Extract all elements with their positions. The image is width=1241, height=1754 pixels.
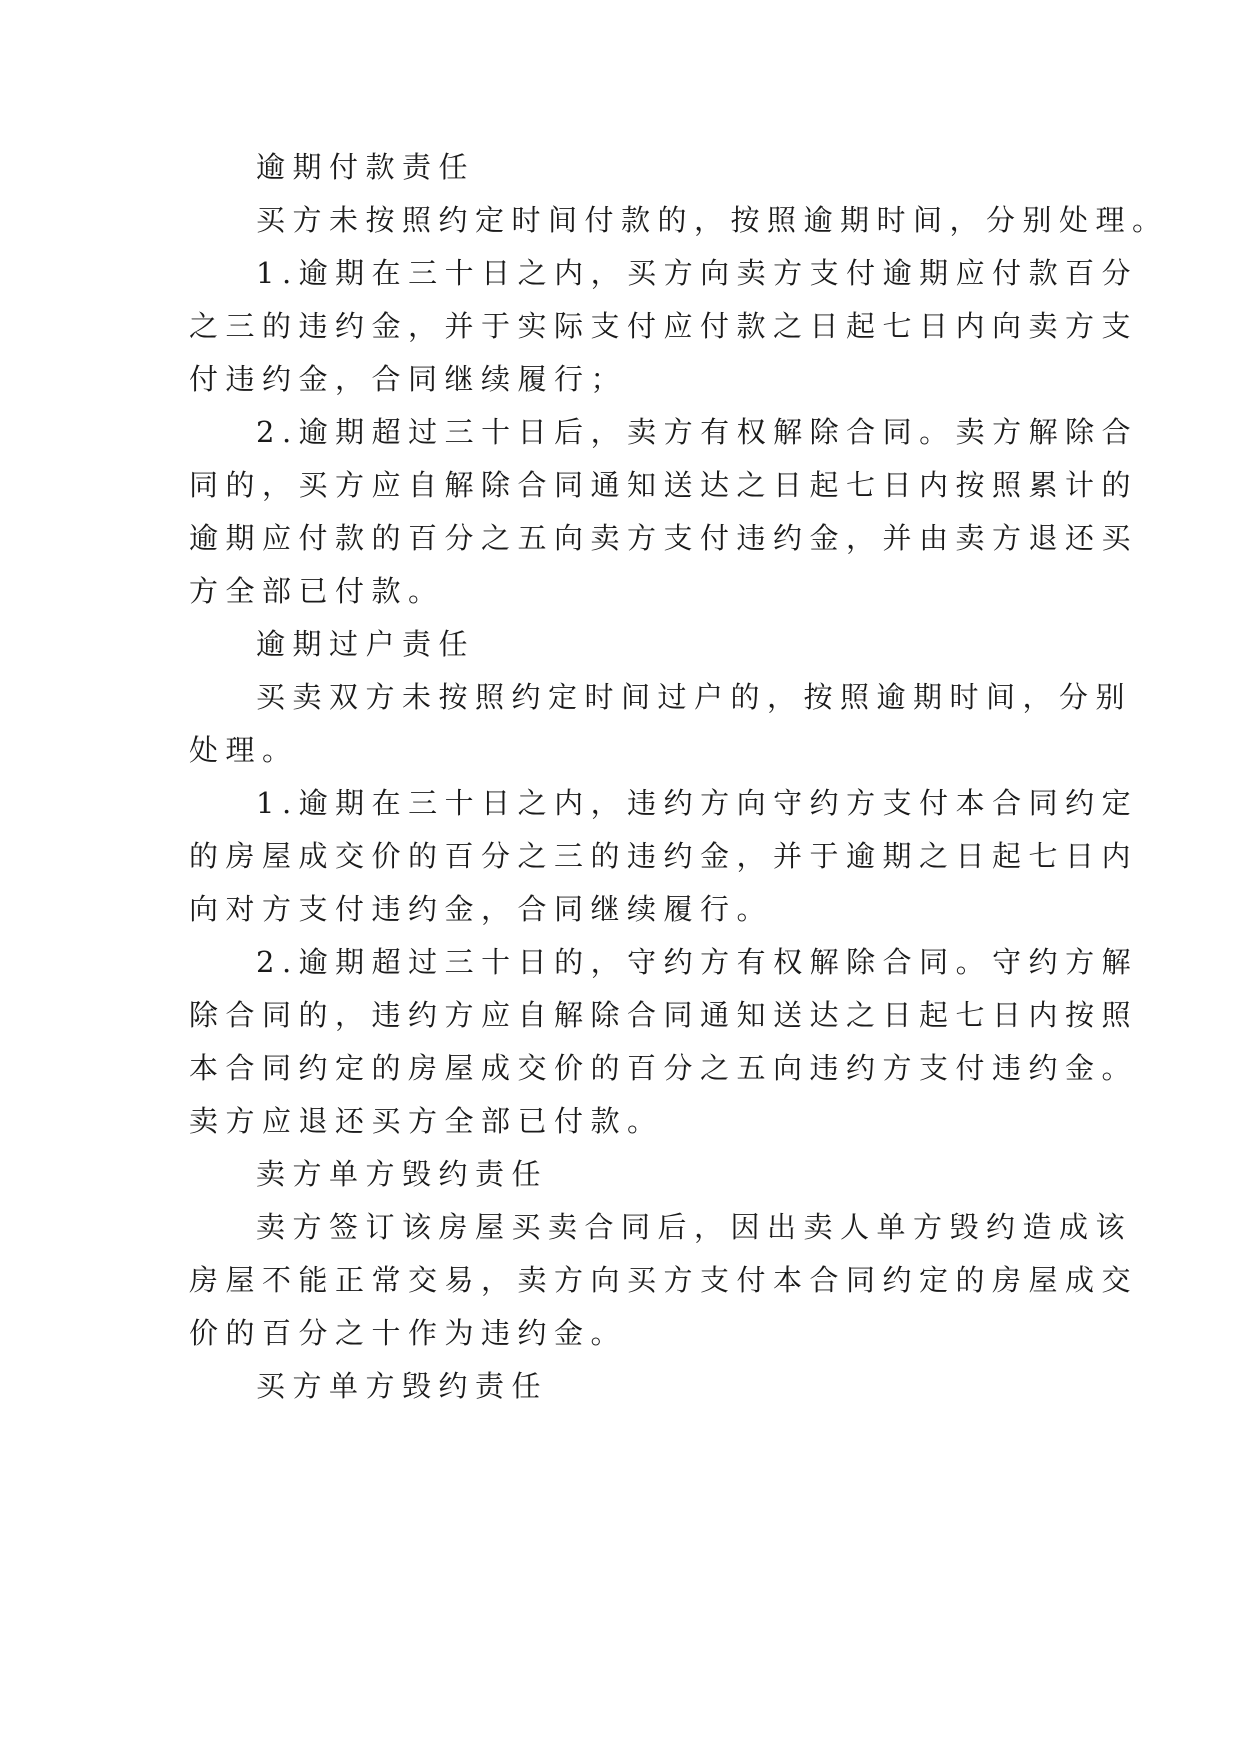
section-heading: 逾期过户责任 <box>256 627 476 661</box>
paragraph-line: 之三的违约金，并于实际支付应付款之日起七日内向卖方支 <box>189 309 1139 343</box>
paragraph-line: 方全部已付款。 <box>189 574 445 608</box>
paragraph-line: 卖方签订该房屋买卖合同后，因出卖人单方毁约造成该 <box>256 1210 1133 1244</box>
paragraph-line: 2.逾期超过三十日后，卖方有权解除合同。卖方解除合 <box>256 415 1139 449</box>
paragraph-line: 房屋不能正常交易，卖方向买方支付本合同约定的房屋成交 <box>189 1263 1139 1297</box>
paragraph-line: 价的百分之十作为违约金。 <box>189 1316 628 1350</box>
paragraph-line: 同的，买方应自解除合同通知送达之日起七日内按照累计的 <box>189 468 1139 502</box>
paragraph-line: 逾期应付款的百分之五向卖方支付违约金，并由卖方退还买 <box>189 521 1139 555</box>
paragraph-line: 1.逾期在三十日之内，买方向卖方支付逾期应付款百分 <box>256 256 1139 290</box>
paragraph-line: 向对方支付违约金，合同继续履行。 <box>189 892 774 926</box>
paragraph-line: 卖方应退还买方全部已付款。 <box>189 1104 664 1138</box>
section-heading: 逾期付款责任 <box>256 150 476 184</box>
paragraph-line: 本合同约定的房屋成交价的百分之五向违约方支付违约金。 <box>189 1051 1139 1085</box>
paragraph-line: 付违约金，合同继续履行； <box>189 362 628 396</box>
section-heading: 买方单方毁约责任 <box>256 1369 549 1403</box>
paragraph-line: 买方未按照约定时间付款的，按照逾期时间，分别处理。 <box>256 203 1169 237</box>
paragraph-line: 1.逾期在三十日之内，违约方向守约方支付本合同约定 <box>256 786 1139 820</box>
paragraph-line: 除合同的，违约方应自解除合同通知送达之日起七日内按照 <box>189 998 1139 1032</box>
paragraph-line: 的房屋成交价的百分之三的违约金，并于逾期之日起七日内 <box>189 839 1139 873</box>
section-heading: 卖方单方毁约责任 <box>256 1157 549 1191</box>
paragraph-line: 处理。 <box>189 733 299 767</box>
paragraph-line: 2.逾期超过三十日的，守约方有权解除合同。守约方解 <box>256 945 1139 979</box>
paragraph-line: 买卖双方未按照约定时间过户的，按照逾期时间，分别 <box>256 680 1133 714</box>
